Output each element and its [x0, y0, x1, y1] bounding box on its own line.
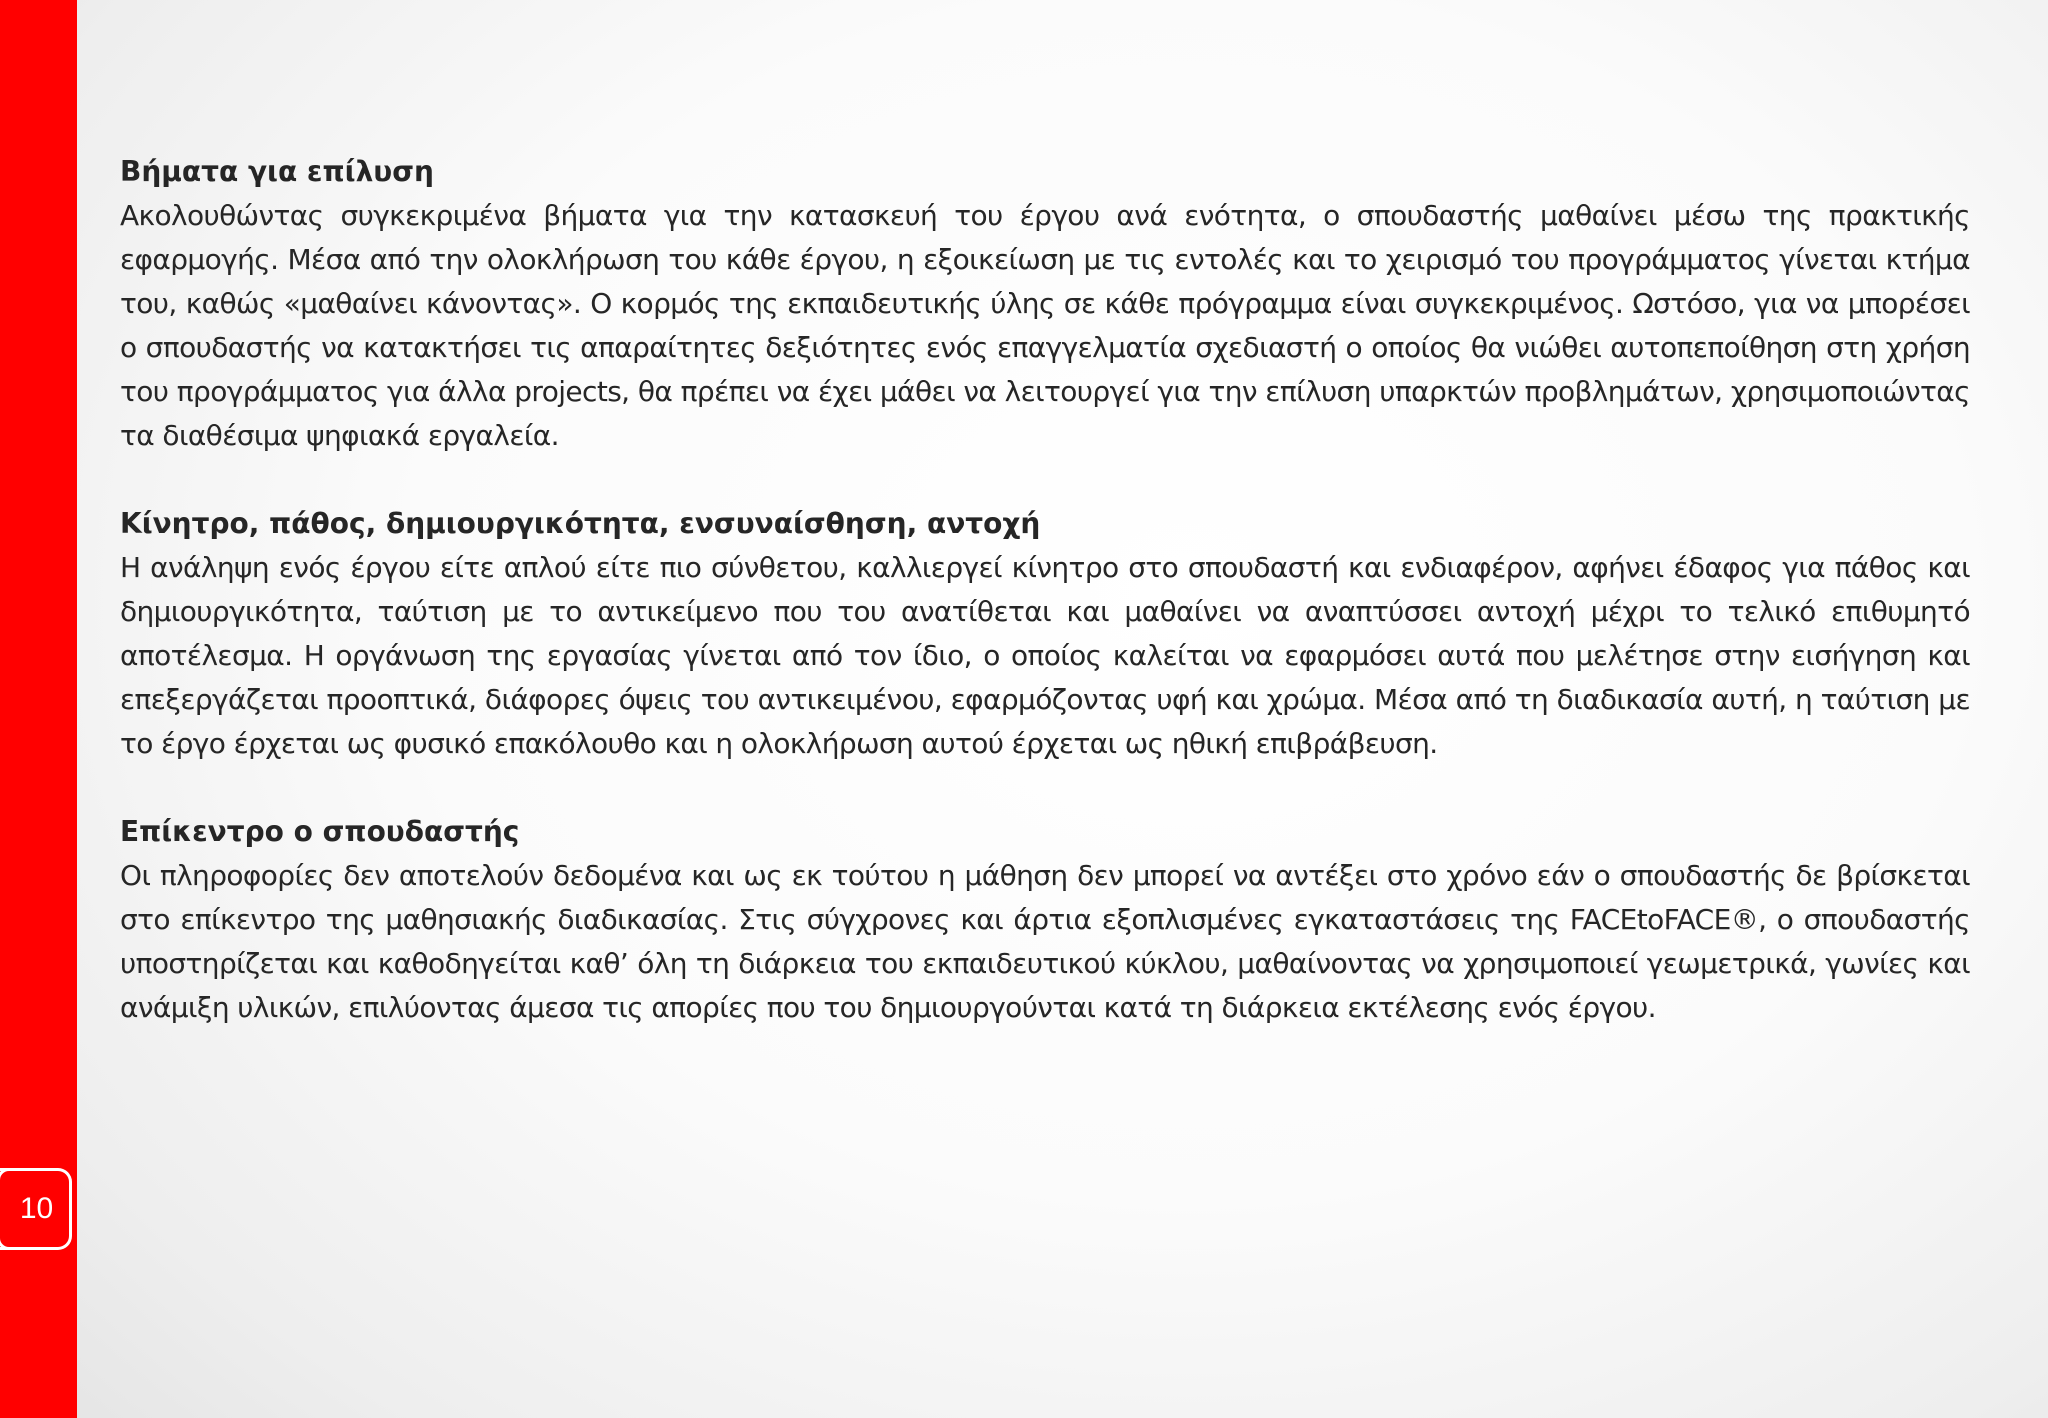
section-heading: Βήματα για επίλυση [120, 155, 434, 188]
text-content [120, 150, 1970, 1074]
section-motivation [120, 502, 1970, 766]
section-student-focus [120, 810, 1970, 1030]
section-heading: Επίκεντρο ο σπουδαστής [120, 815, 520, 848]
page-number: 10 [19, 1192, 54, 1225]
page-number-badge [0, 1168, 72, 1250]
section-paragraph: Ακολουθώντας συγκεκριμένα βήματα για την κατασκευή του έργου ανά ενότητα, ο σπουδαστής μαθαίνει μέσω της πρακτικής εφαρμογής. Μέσα από την ολοκλήρωση του κάθε έργου, η εξοικείωση με τις εντολές και το χειρισμό του προγράμματος γίνεται κτήμα του, καθώς «μαθαίνει κάνοντας». Ο κορμός της εκπαιδευτικής ύλης σε κάθε πρόγραμμα είναι συγκεκριμένος. Ωστόσο, για να μπορέσει ο σπουδαστής να κατακτήσει τις απαραίτητες δεξιότητες ενός επαγγελματία σχεδιαστή ο οποίος θα νιώθει αυτοπεποίθηση στη χρήση του προγράμματος για άλλα projects, θα πρέπει να έχει μάθει να λειτουργεί για την επίλυση υπαρκτών προβλημάτων, χρησιμοποιώντας τα διαθέσιμα ψηφιακά εργαλεία. [120, 199, 1970, 452]
section-steps [120, 150, 1970, 458]
section-heading: Κίνητρο, πάθος, δημιουργικότητα, ενσυναίσθηση, αντοχή [120, 507, 1041, 540]
section-paragraph: Η ανάληψη ενός έργου είτε απλού είτε πιο σύνθετου, καλλιεργεί κίνητρο στο σπουδαστή και ενδιαφέρον, αφήνει έδαφος για πάθος και δημιουργικότητα, ταύτιση με το αντικείμενο που του ανατίθεται και μαθαίνει να αναπτύσσει αντοχή μέχρι το τελικό επιθυμητό αποτέλεσμα. Η οργάνωση της εργασίας γίνεται από τον ίδιο, ο οποίος καλείται να εφαρμόσει αυτά που μελέτησε στην εισήγηση και επεξεργάζεται προοπτικά, διάφορες όψεις του αντικειμένου, εφαρμόζοντας υφή και χρώμα. Μέσα από τη διαδικασία αυτή, η ταύτιση με το έργο έρχεται ως φυσικό επακόλουθο και η ολοκλήρωση αυτού έρχεται ως ηθική επιβράβευση. [120, 551, 1970, 760]
section-paragraph: Οι πληροφορίες δεν αποτελούν δεδομένα και ως εκ τούτου η μάθηση δεν μπορεί να αντέξει στο χρόνο εάν ο σπουδαστής δε βρίσκεται στο επίκεντρο της μαθησιακής διαδικασίας. Στις σύγχρονες και άρτια εξοπλισμένες εγκαταστάσεις της FACEtoFACE®, ο σπουδαστής υποστηρίζεται και καθοδηγείται καθ’ όλη τη διάρκεια του εκπαιδευτικού κύκλου, μαθαίνοντας να χρησιμοποιεί γεωμετρικά, γωνίες και ανάμιξη υλικών, επιλύοντας άμεσα τις απορίες που του δημιουργούνται κατά τη διάρκεια εκτέλεσης ενός έργου. [120, 859, 1970, 1024]
